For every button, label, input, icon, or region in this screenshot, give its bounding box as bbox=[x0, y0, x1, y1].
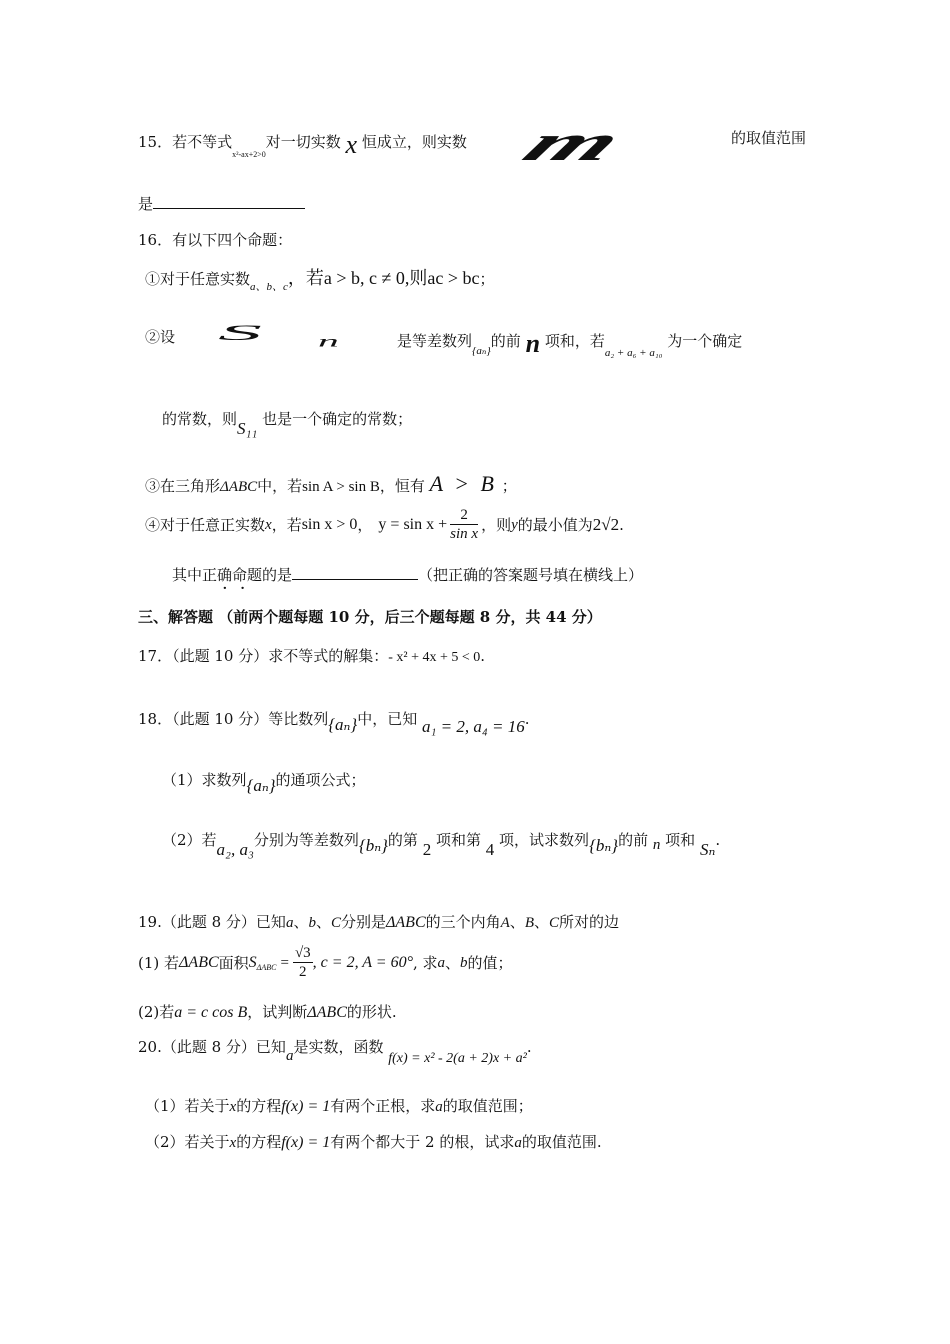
q20-text1: 是实数，函数 bbox=[293, 1038, 384, 1056]
q16-p3-text2: ，恒有 bbox=[379, 477, 425, 495]
q15-inequality: x²-ax+2>0 bbox=[232, 150, 266, 159]
q16-p2-text1: 是等差数列 bbox=[397, 332, 473, 350]
q19-A: A bbox=[500, 915, 510, 931]
q20-p1-text2: 有两个正根，求 bbox=[330, 1097, 436, 1115]
q16-p3-res: A > B bbox=[429, 471, 497, 496]
q16-p2-an: {aₙ} bbox=[472, 345, 491, 357]
q19-p1-a: a bbox=[437, 954, 446, 971]
q16-p3 bbox=[145, 471, 517, 497]
q19-p2-text2: 的形状. bbox=[346, 1003, 397, 1021]
section3-title: 三、解答题 bbox=[138, 608, 214, 626]
q15-text2: 恒成立，则实数 bbox=[361, 133, 467, 151]
q16-p4-text3: ，则 bbox=[481, 515, 512, 534]
q20-p2 bbox=[145, 1133, 602, 1152]
q18-p2-bn2: {bₙ} bbox=[589, 836, 619, 855]
q16-p4-text1: ，若 bbox=[271, 515, 302, 534]
q18-p2-terms: a₂, a₃ bbox=[216, 840, 254, 859]
q19-C: C bbox=[549, 915, 560, 931]
q16-p4-y2: y bbox=[511, 516, 518, 533]
q19-p2-lead: (2)若 bbox=[138, 1003, 175, 1021]
q20-p1-lead: （1）若关于 bbox=[145, 1097, 230, 1115]
q19-p1-text2: , 求 bbox=[412, 953, 438, 972]
q20-end: . bbox=[526, 1038, 532, 1056]
q16-answer-blank[interactable] bbox=[292, 579, 418, 580]
q16-p2-S11: S₁₁ bbox=[237, 419, 258, 438]
q18-p2-text3: 项和第 bbox=[435, 831, 481, 849]
q16-p4-fraction bbox=[450, 507, 478, 543]
q18-p2-text2: 的第 bbox=[387, 831, 418, 849]
q16-ans-note: （把正确的答案题号填在横线上） bbox=[418, 566, 644, 584]
q16-p4-y: y = sin x + bbox=[378, 516, 448, 534]
q20-p2-x: x bbox=[229, 1135, 237, 1151]
q18-lead: 18．（此题 10 分）等比数列 bbox=[138, 710, 329, 728]
q16-p2-n-sub: n bbox=[318, 332, 339, 351]
q18-p1-text: 的通项公式； bbox=[275, 771, 366, 789]
q19-p1-eq: = bbox=[280, 954, 289, 971]
q18-p2-lead: （2）若 bbox=[162, 831, 217, 849]
q19-lead: 19.（此题 8 分）已知 bbox=[138, 913, 286, 931]
q20 bbox=[138, 1038, 532, 1068]
section3-note: （前两个题每题 10 分，后三个题每题 8 分，共 44 分） bbox=[218, 608, 602, 626]
q20-p1 bbox=[145, 1097, 533, 1116]
q16-p2-S: S bbox=[218, 320, 262, 346]
q20-p1-a: a bbox=[435, 1099, 443, 1115]
q19-text3: 所对的边 bbox=[559, 913, 620, 931]
q15-lead: 15．若不等式 bbox=[138, 133, 233, 151]
q18-p2-text5: 的前 bbox=[618, 831, 649, 849]
q16-p2-line bbox=[397, 328, 742, 360]
q20-func: f(x) = x² - 2(a + 2)x + a² bbox=[388, 1051, 527, 1066]
q19-b: b bbox=[308, 915, 316, 931]
q19-tri: ΔABC bbox=[386, 914, 426, 931]
q18-p2-text1: 分别为等差数列 bbox=[253, 831, 359, 849]
q18-p2-end: . bbox=[715, 831, 721, 849]
q18-given: a₁ = 2, a₄ = 16 bbox=[422, 717, 525, 736]
emphasis-dots: ·· bbox=[222, 578, 258, 599]
q19-p1-text3: 的值； bbox=[467, 953, 513, 972]
q19-p1-sep: 、 bbox=[445, 953, 461, 972]
q16-p4-lead: ④对于任意正实数 bbox=[145, 515, 266, 534]
q17-end: . bbox=[480, 647, 486, 665]
q18-p2-text4: 项，试求数列 bbox=[499, 831, 590, 849]
q16-p2-sum: a₂ + a₆ + a₁₀ bbox=[604, 347, 663, 359]
q16-p3-end: ； bbox=[501, 477, 517, 495]
q16-p3-tri: ΔABC bbox=[220, 479, 258, 495]
q18-p1 bbox=[162, 771, 366, 796]
q19-p2-cond: a = c cos B bbox=[174, 1004, 248, 1021]
q16-p2-text3: 项和，若 bbox=[544, 332, 605, 350]
q15-m-variable: m bbox=[511, 115, 635, 172]
q20-p1-eq: f(x) = 1 bbox=[281, 1098, 331, 1115]
q19-p1-num: √3 bbox=[294, 945, 311, 961]
q16-ans-lead: 其中正确命题的是 bbox=[172, 566, 293, 584]
q15-line2 bbox=[138, 195, 305, 213]
q19 bbox=[138, 913, 619, 932]
q16-p2-lead: ②设 bbox=[145, 328, 176, 346]
q18-p2-text6: 项和 bbox=[665, 831, 696, 849]
q15-line bbox=[138, 129, 467, 160]
q18-p2-Sn: Sₙ bbox=[699, 840, 716, 859]
q19-sep3: 、 bbox=[509, 913, 525, 931]
q15-x: x bbox=[345, 130, 358, 159]
q16-p2-n: n bbox=[525, 329, 541, 358]
q20-p2-lead: （2）若关于 bbox=[145, 1133, 230, 1151]
q20-p2-a: a bbox=[514, 1135, 522, 1151]
q19-c: C bbox=[330, 915, 341, 931]
q18 bbox=[138, 710, 530, 737]
q20-p1-x: x bbox=[229, 1099, 237, 1115]
q16-p1-vars: a、b、c bbox=[250, 281, 288, 293]
q16-p4-x: x bbox=[265, 516, 272, 533]
q18-p2-2: 2 bbox=[422, 840, 432, 859]
q19-text1: 分别是 bbox=[340, 913, 386, 931]
q20-a: a bbox=[285, 1048, 294, 1064]
q16-p2-cont1: 的常数，则 bbox=[162, 410, 238, 428]
q19-p1-cond: , c = 2, A = 60° bbox=[312, 954, 413, 972]
q16-p4-text4: 的最小值为 bbox=[517, 515, 593, 534]
q19-p1 bbox=[138, 945, 513, 981]
q18-p1-lead: （1）求数列 bbox=[162, 771, 247, 789]
q19-p2-tri: ΔABC bbox=[307, 1004, 347, 1021]
q16-p1-lead: ①对于任意实数 bbox=[145, 270, 251, 288]
q19-sep2: 、 bbox=[315, 913, 331, 931]
q18-p2 bbox=[162, 831, 720, 860]
q19-sep1: 、 bbox=[293, 913, 309, 931]
q19-p2-text1: ，试判断 bbox=[247, 1003, 308, 1021]
q17 bbox=[138, 647, 485, 667]
q19-p1-fraction bbox=[293, 945, 313, 981]
q17-ineq: - x² + 4x + 5 < 0 bbox=[388, 650, 481, 665]
q16-p3-text1: 中，若 bbox=[257, 477, 303, 495]
q16-p2-text4: 为一个确定 bbox=[667, 332, 743, 350]
q18-end: . bbox=[524, 710, 530, 728]
q16-p4-end: . bbox=[619, 515, 624, 534]
q16-p4 bbox=[145, 507, 624, 543]
q16-p2-cont2: 也是一个确定的常数； bbox=[262, 410, 413, 428]
q15-answer-blank[interactable] bbox=[153, 208, 305, 209]
q20-p2-eq: f(x) = 1 bbox=[281, 1134, 331, 1151]
q20-lead: 20.（此题 8 分）已知 bbox=[138, 1038, 286, 1056]
q16-p4-min: 2√2 bbox=[592, 514, 620, 534]
q19-sep4: 、 bbox=[533, 913, 549, 931]
q18-p2-n: n bbox=[652, 837, 661, 853]
q18-p2-bn: {bₙ} bbox=[358, 836, 388, 855]
q15-text3: 的取值范围 bbox=[731, 129, 807, 147]
q20-p1-text3: 的取值范围； bbox=[442, 1097, 533, 1115]
q15-text4: 是 bbox=[138, 195, 154, 213]
q17-lead: 17．（此题 10 分）求不等式的解集： bbox=[138, 647, 389, 665]
q19-p2 bbox=[138, 1003, 397, 1022]
q16-p1-end: ； bbox=[479, 270, 495, 288]
section3-heading bbox=[138, 608, 602, 626]
q19-a: a bbox=[285, 915, 294, 931]
q20-p1-text1: 的方程 bbox=[236, 1097, 282, 1115]
q19-p1-text1: 面积 bbox=[218, 953, 249, 972]
q16-p4-cond: sin x > 0 bbox=[301, 516, 358, 534]
q16-lead: 16．有以下四个命题： bbox=[138, 231, 293, 249]
q16-p4-num: 2 bbox=[450, 507, 478, 525]
q15-text1: 对一切实数 bbox=[265, 133, 341, 151]
q19-p1-Ssub: ΔABC bbox=[256, 962, 277, 972]
q16-p1-cond: ，若a > b, c ≠ 0,则ac > bc bbox=[287, 268, 480, 288]
q18-text1: 中，已知 bbox=[357, 710, 418, 728]
q18-seq: {aₙ} bbox=[328, 715, 358, 734]
q20-p2-text2: 有两个都大于 2 的根，试求 bbox=[330, 1133, 515, 1151]
q19-p1-lead: (1) 若 bbox=[138, 953, 180, 972]
q16-p1 bbox=[145, 268, 495, 294]
q16-p2-cont bbox=[162, 410, 412, 439]
q16-p4-den: sin x bbox=[450, 525, 479, 542]
q20-p2-text3: 的取值范围. bbox=[521, 1133, 602, 1151]
q16-p2-text2: 的前 bbox=[490, 332, 521, 350]
q19-p1-b: b bbox=[460, 954, 468, 971]
q19-p1-S: S bbox=[248, 954, 257, 972]
q18-p2-4: 4 bbox=[485, 840, 495, 859]
q19-p1-tri: ΔABC bbox=[179, 954, 219, 972]
q18-p1-seq: {aₙ} bbox=[246, 776, 276, 795]
q19-p1-den: 2 bbox=[299, 963, 307, 980]
q16-p3-cond: sin A > sin B bbox=[302, 479, 380, 495]
q20-p2-text1: 的方程 bbox=[236, 1133, 282, 1151]
q19-text2: 的三个内角 bbox=[425, 913, 501, 931]
q16-p4-text2: ， bbox=[357, 515, 373, 534]
q16-p3-lead: ③在三角形 bbox=[145, 477, 221, 495]
q19-B: B bbox=[524, 915, 534, 931]
